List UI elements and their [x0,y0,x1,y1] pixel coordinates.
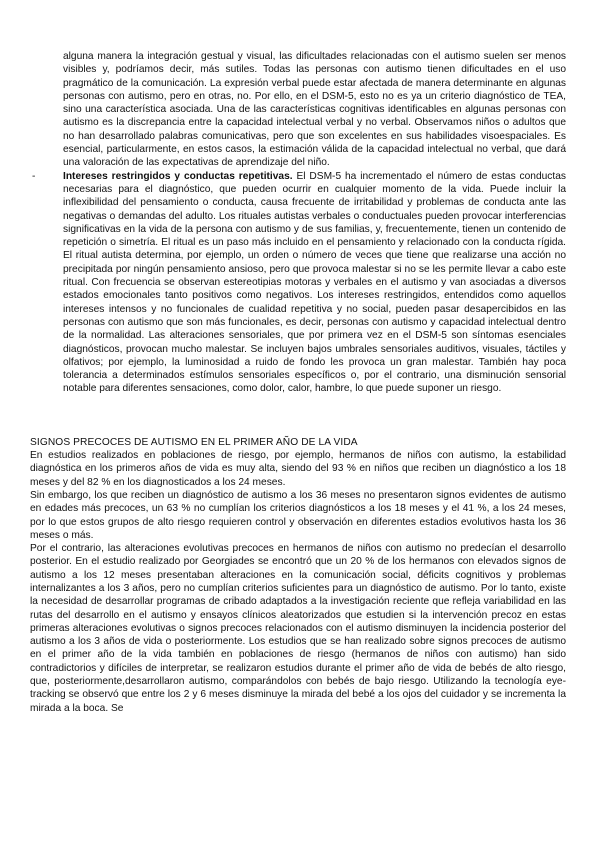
bullet-text: El DSM-5 ha incrementado el número de estas conductas necesarias para el diagnóstico, que pueden ocurrir en cualquier momento de la vida. Puede incluir la inflexibilidad del pensamiento o conducta, causa frecuente de irritabilidad y problemas de conducta ante las negativas o demandas del adulto. Los rituales autistas verbales o conductuales pueden provocar interferencias significativas en la vida de la persona con autismo y de sus familias, y, frecuentemente, tienen un contenido de repetición o simetría. El ritual es un paso más incluido en el pensamiento y relacionado con la conducta rígida. El ritual autista determina, por ejemplo, un orden o número de veces que tiene que realizarse una acción no precipitada por ningún pensamiento ansioso, pero que provoca malestar si no se les permite llevar a cabo este ritual. Con frecuencia se observan estereotipias motoras y verbales en el autismo y van asociadas a diversos estados emocionales tanto positivos como negativos. Los intereses restringidos, entendidos como aquellos intereses intensos y no funcionales de cualidad repetitiva y no social, pueden pasar desapercibidos en las personas con autismo que son más funcionales, es decir, personas con autismo y capacidad intelectual dentro de la normalidad. Las alteraciones sensoriales, que por primera vez en el DSM-5 son síntomas esenciales diagnósticos, provocan mucho malestar. Se incluyen bajos umbrales sensoriales auditivos, visuales, táctiles y olfativos; por ejemplo, la luminosidad a ruido de fondo les provoca un gran malestar. También hay poca tolerancia a determinados estímulos sensoriales específicos o, por el contrario, una disminución sensorial notable para diferentes sensaciones, como dolor, calor, hambre, lo que puede suponer un riesgo. [63,170,566,395]
bullet-marker: - [32,170,36,182]
section-paragraph-1: En estudios realizados en poblaciones de riesgo, por ejemplo, hermanos de niños con autismo, la estabilidad diagnóstica en los primeros años de vida es muy alta, siendo del 93 % en niños que reciben un diagnóstico a los 18 meses y del 82 % en los diagnosticados a los 24 meses. [30,450,566,488]
section-paragraph-2: Sin embargo, los que reciben un diagnóstico de autismo a los 36 meses no presentaron signos evidentes de autismo en edades más precoces, un 63 % no cumplían los criterios diagnósticos a los 18 meses y el 41 %, a los 24 meses, por lo que estos grupos de alto riesgo requieren control y observación en diferentes estadios evolutivos hasta los 36 meses o más. [30,489,566,541]
section-paragraph-3: Por el contrario, las alteraciones evolutivas precoces en hermanos de niños con autismo no predecían el desarrollo posterior. En el estudio realizado por Georgiades se encontró que un 20 % de los hermanos con elevados signos de autismo a los 12 meses presentaban alteraciones en la comunicación social, déficits cognitivos y problemas internalizantes a los 3 años, pero no cumplían criterios suficientes para un diagnóstico de autismo. Por lo tanto, existe la necesidad de desarrollar programas de cribado adaptados a la investigación reciente que refleja variabilidad en las rutas del desarrollo en el autismo y ensayos clínicos aleatorizados que estudien si la intervención precoz en estas primeras alteraciones evolutivas o signos precoces relacionados con el autismo disminuyen la incidencia posterior del autismo a los 3 años de vida o posteriormente. Los estudios que se han realizado sobre signos precoces de autismo en el primer año de la vida también en poblaciones de riesgo (hermanos de niños con autismo) han sido contradictorios y difíciles de interpretar, se realizaron estudios durante el primer año de vida de bebés de alto riesgo, que, posteriormente,desarrollaron autismo, comparándolos con bebés de bajo riesgo. Utilizando la tecnología eye-tracking se observó que entre los 2 y 6 meses disminuye la mirada del bebé a los ojos del cuidador y se incrementa la mirada a la boca. Se [30,543,566,714]
section-title: SIGNOS PRECOCES DE AUTISMO EN EL PRIMER AÑO DE LA VIDA [30,436,358,448]
continued-paragraph: alguna manera la integración gestual y visual, las dificultades relacionadas con el autismo suelen ser menos visibles y, podríamos decir, más sutiles. Todas las personas con autismo tienen dificultades en el uso pragmático de la comunicación. La expresión verbal puede estar afectada de manera determinante en algunas personas con autismo, pero en otras, no. Por ello, en el DSM-5, esto no es ya un criterio diagnóstico de TEA, sino una característica asociada. Una de las características cognitivas identificables en algunas personas con autismo es la discrepancia entre la capacidad intelectual verbal y no verbal. Observamos niños o adultos que no han desarrollado palabras comunicativas, pero que son excelentes en sus habilidades visoespaciales. Es esencial, particularmente, en estos casos, la estimación válida de la capacidad intelectual no verbal, que dará una valoración de las expectativas de aprendizaje del niño. [63,51,566,169]
bullet-item-restricted-interests [32,170,566,396]
bullet-title: Intereses restringidos y conductas repetitivas. [63,170,293,182]
